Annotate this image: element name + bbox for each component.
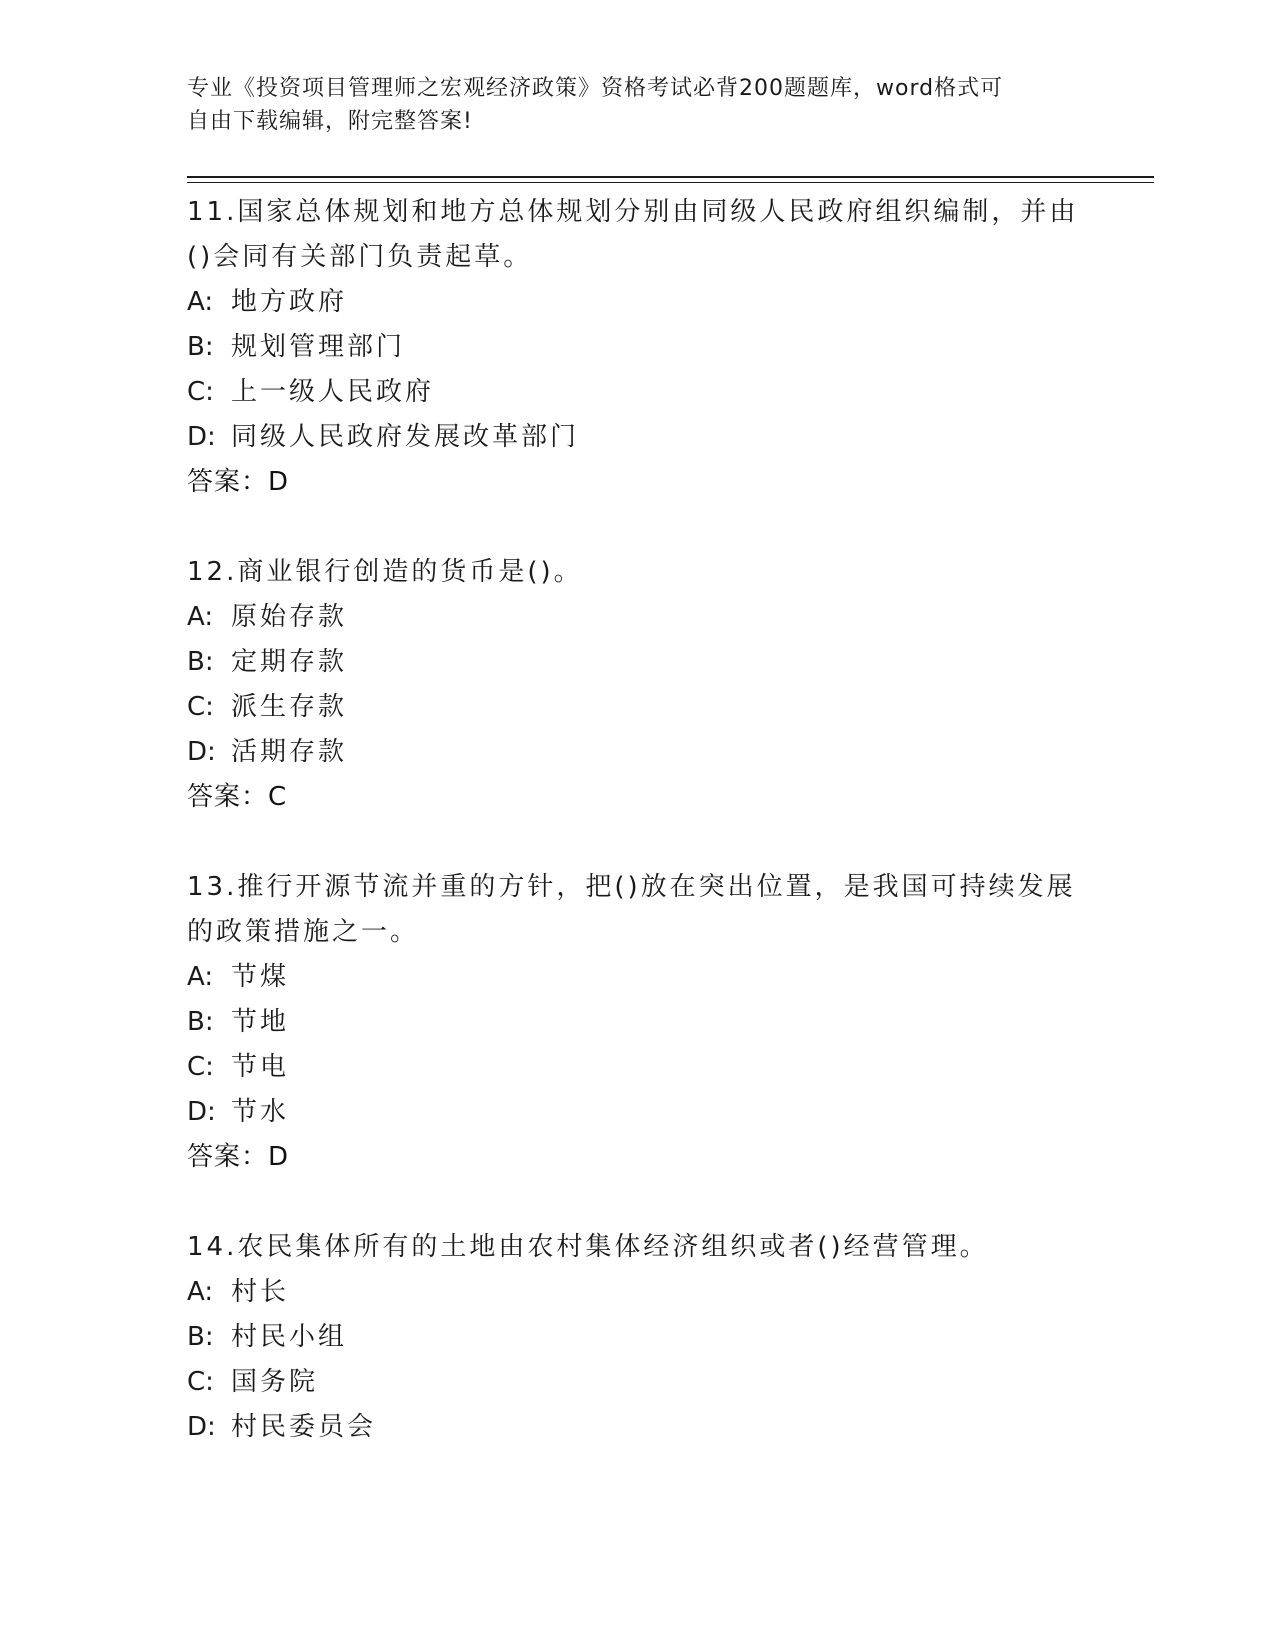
- option-d: [187, 730, 1087, 775]
- option-b: [187, 1315, 1087, 1360]
- option-text: 原始存款: [231, 602, 348, 632]
- option-c: [187, 370, 1087, 415]
- option-text: 同级人民政府发展改革部门: [231, 422, 580, 452]
- option-text: 村长: [231, 1277, 290, 1307]
- option-d: [187, 1090, 1087, 1135]
- option-a: [187, 1270, 1087, 1315]
- option-text: 定期存款: [231, 647, 348, 677]
- option-letter: B:: [187, 1322, 214, 1352]
- option-letter: A:: [187, 962, 214, 992]
- question-12: [187, 550, 1087, 820]
- option-text: 节水: [231, 1097, 290, 1127]
- question-stem-line: 的政策措施之一。: [187, 917, 420, 947]
- document-header: [187, 72, 1087, 138]
- option-text: 国务院: [231, 1367, 319, 1397]
- question-14: [187, 1225, 1087, 1450]
- option-text: 规划管理部门: [231, 332, 406, 362]
- question-stem-line: 14.农民集体所有的土地由农村集体经济组织或者()经营管理。: [187, 1232, 989, 1262]
- option-text: 村民小组: [231, 1322, 348, 1352]
- option-text: 节煤: [231, 962, 290, 992]
- answer-line: 答案：D: [187, 1142, 290, 1172]
- question-stem-line: 11.国家总体规划和地方总体规划分别由同级人民政府组织编制，并由: [187, 197, 1079, 227]
- header-line-2: 自由下载编辑，附完整答案!: [187, 109, 473, 134]
- option-b: [187, 325, 1087, 370]
- option-b: [187, 640, 1087, 685]
- option-a: [187, 595, 1087, 640]
- question-stem-line: 12.商业银行创造的货币是()。: [187, 557, 583, 587]
- option-letter: B:: [187, 647, 214, 677]
- option-letter: D:: [187, 737, 216, 767]
- option-letter: B:: [187, 1007, 214, 1037]
- option-text: 节电: [231, 1052, 290, 1082]
- option-letter: D:: [187, 422, 216, 452]
- option-d: [187, 415, 1087, 460]
- option-letter: C:: [187, 1052, 214, 1082]
- question-11: [187, 190, 1087, 505]
- option-letter: A:: [187, 1277, 214, 1307]
- option-text: 上一级人民政府: [231, 377, 435, 407]
- option-text: 地方政府: [231, 287, 348, 317]
- question-13: [187, 865, 1087, 1180]
- option-letter: C:: [187, 692, 214, 722]
- option-letter: B:: [187, 332, 214, 362]
- option-c: [187, 685, 1087, 730]
- answer-line: 答案：C: [187, 782, 288, 812]
- question-stem-line: ()会同有关部门负责起草。: [187, 242, 533, 272]
- answer-line: 答案：D: [187, 467, 290, 497]
- option-text: 派生存款: [231, 692, 348, 722]
- header-line-1: 专业《投资项目管理师之宏观经济政策》资格考试必背200题题库，word格式可: [187, 76, 1004, 101]
- option-a: [187, 955, 1087, 1000]
- question-stem-line: 13.推行开源节流并重的方针，把()放在突出位置，是我国可持续发展: [187, 872, 1076, 902]
- option-text: 节地: [231, 1007, 290, 1037]
- option-letter: A:: [187, 602, 214, 632]
- option-c: [187, 1360, 1087, 1405]
- option-text: 活期存款: [231, 737, 348, 767]
- option-d: [187, 1405, 1087, 1450]
- option-letter: C:: [187, 377, 214, 407]
- header-divider-thick: [187, 176, 1154, 178]
- question-list: [187, 190, 1087, 1495]
- option-b: [187, 1000, 1087, 1045]
- option-letter: C:: [187, 1367, 214, 1397]
- option-letter: D:: [187, 1097, 216, 1127]
- option-c: [187, 1045, 1087, 1090]
- option-letter: A:: [187, 287, 214, 317]
- header-divider-thin: [187, 182, 1154, 183]
- option-text: 村民委员会: [231, 1412, 377, 1442]
- option-a: [187, 280, 1087, 325]
- option-letter: D:: [187, 1412, 216, 1442]
